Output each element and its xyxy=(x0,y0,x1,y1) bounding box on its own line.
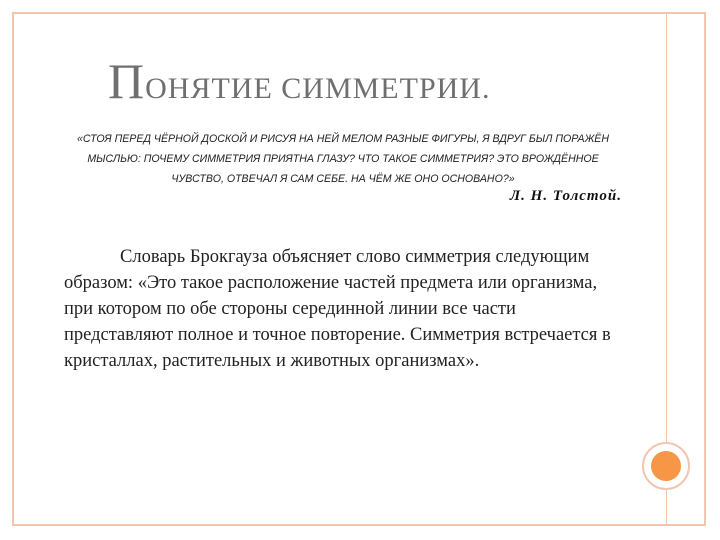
title-rest: ОНЯТИЕ СИММЕТРИИ. xyxy=(145,72,491,105)
epigraph-quote: «СТОЯ ПЕРЕД ЧЁРНОЙ ДОСКОЙ И РИСУЯ НА НЕЙ МЕЛОМ РАЗНЫЕ ФИГУРЫ, Я ВДРУГ БЫЛ ПОРАЖЁН МЫСЛЬЮ: ПОЧЕМУ СИММЕТРИЯ ПРИЯТНА ГЛАЗУ? ЧТО ТАКОЕ СИММЕТРИЯ? ЭТО ВРОЖДЁННОЕ ЧУВСТВО, ОТВЕЧАЛ Я САМ СЕБЕ. НА ЧЁМ ЖЕ ОНО ОСНОВАНО?» xyxy=(76,133,610,185)
decorative-circle-icon xyxy=(642,442,690,490)
body-paragraph: Словарь Брокгауза объясняет слово симметрия следующим образом: «Это такое расположение частей предмета или организма, при котором по обе стороны серединной линии все части представляют полное и точное повторение. Симметрия встречается в кристаллах, растительных и животных организмах». xyxy=(64,247,611,371)
page-title xyxy=(108,53,491,114)
quote-author: Л. Н. Толстой. xyxy=(509,188,622,204)
title-initial: П xyxy=(108,53,146,109)
